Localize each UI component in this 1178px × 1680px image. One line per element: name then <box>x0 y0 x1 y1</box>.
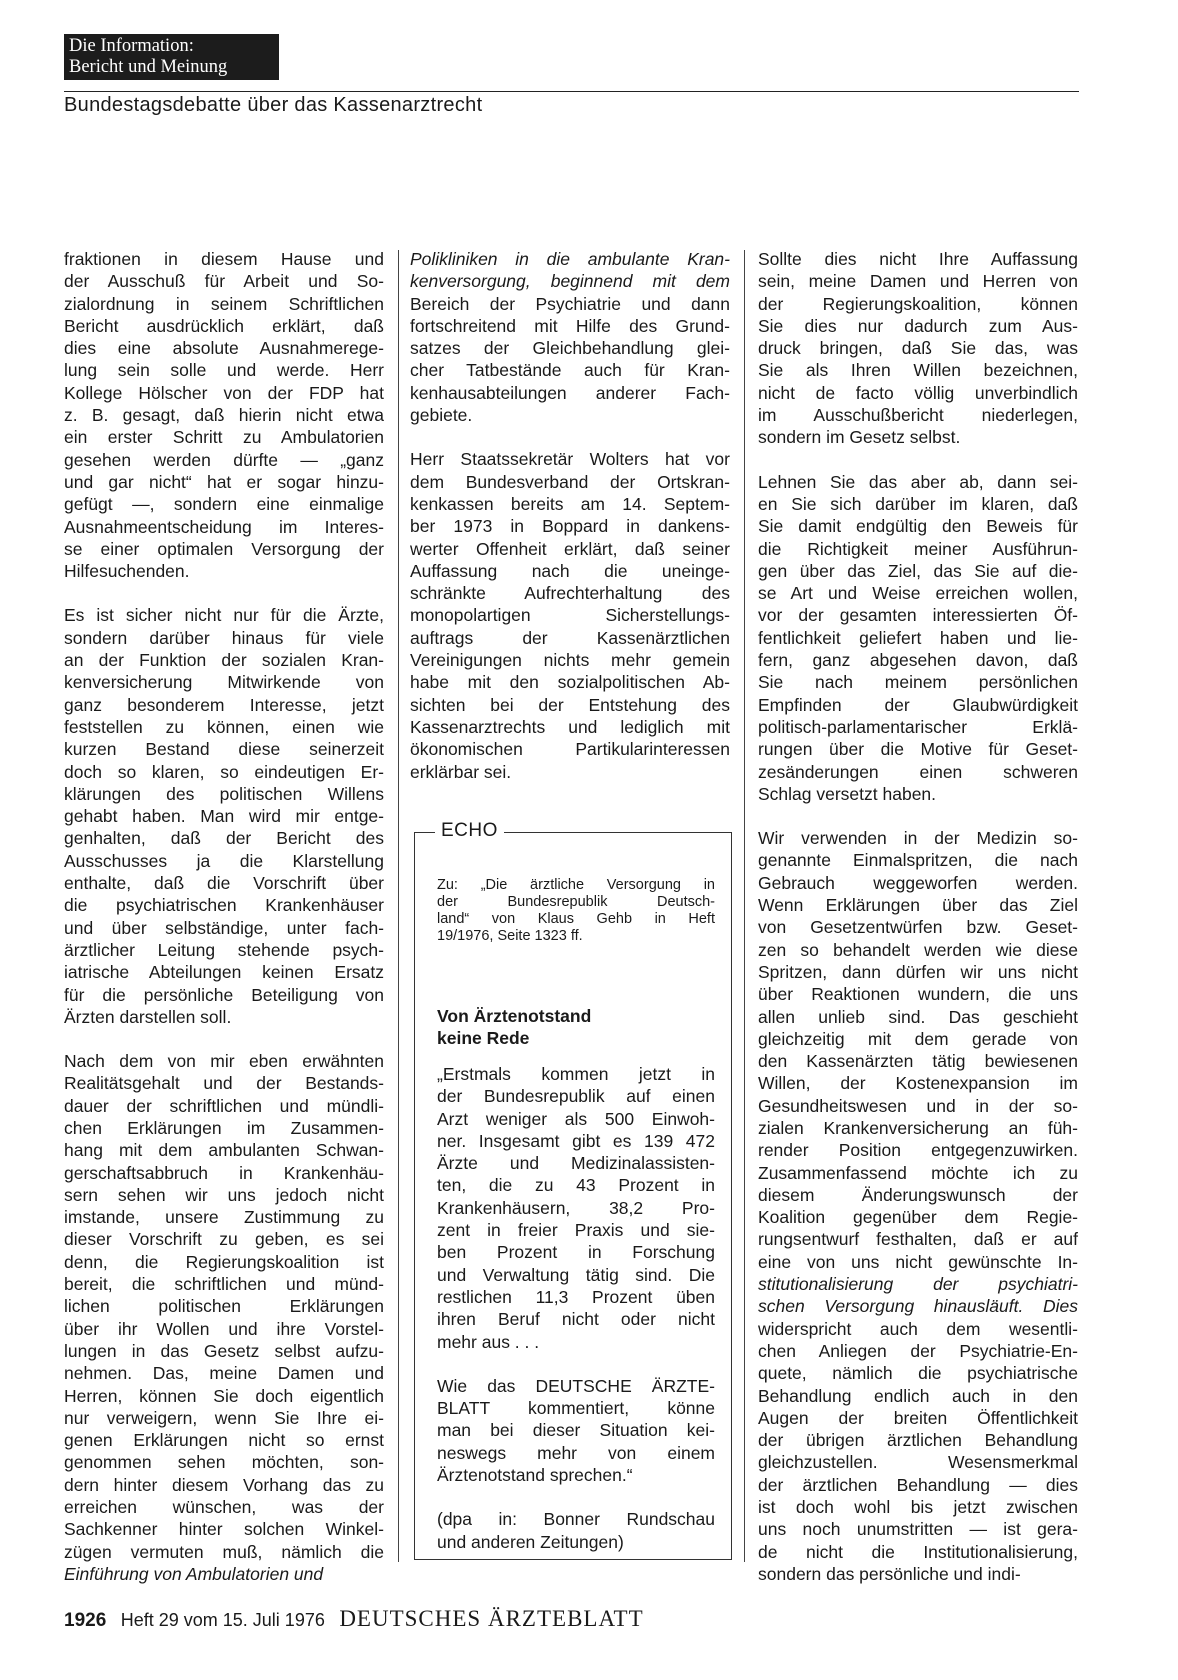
text-line: Sachkenner hinter solchen Winkel- <box>64 1519 384 1540</box>
text-line: 19/1976, Seite 1323 ff. <box>437 928 583 944</box>
text-line: der Bundesrepublik auf einen <box>437 1086 715 1107</box>
text-line: nicht de facto völlig unverbindlich <box>758 382 1078 403</box>
text-line: sondern darüber hinaus für viele <box>64 627 384 648</box>
text-line: zügen vermuten muß, nämlich die <box>64 1541 384 1562</box>
text-line: werter Offenheit erklärt, daß seiner <box>410 538 730 559</box>
text-line: nur verweigern, wenn Sie Ihre ei- <box>64 1407 384 1428</box>
text-line: chen Erklärungen im Zusammen- <box>64 1117 384 1138</box>
text-line: Gesundheitswesen und in der so- <box>758 1095 1078 1116</box>
text-line: se Art und Weise erreichen wollen, <box>758 583 1078 604</box>
text-line: Nach dem von mir eben erwähnten <box>64 1051 384 1072</box>
echo-box <box>414 820 732 1560</box>
text-line: Sie dies nur dadurch zum Aus- <box>758 315 1078 336</box>
text-line: stitutionalisierung der psychiatri- <box>758 1274 1078 1295</box>
text-line: iatrische Abteilungen keinen Ersatz <box>64 962 384 983</box>
text-line: und Verwaltung tätig sind. Die <box>437 1264 715 1285</box>
echo-body <box>437 1063 715 1575</box>
text-line: fraktionen in diesem Hause und <box>64 249 384 269</box>
text-line: ärztlicher Leitung stehende psych- <box>64 939 384 960</box>
text-line: gesehen werden dürfte — „ganz <box>64 449 384 470</box>
page-number: 1926 <box>64 1610 107 1631</box>
text-line: auftrags der Kassenärztlichen <box>410 627 730 648</box>
text-line: widerspricht auch dem wesentli- <box>758 1318 1078 1339</box>
text-line: ber 1973 in Boppard in dankens- <box>410 516 730 537</box>
text-line: den Kassenärzten tätig bewiesenen <box>758 1051 1078 1072</box>
text-line: nehmen. Das, meine Damen und <box>64 1363 384 1384</box>
text-line: lungen in das Gesetz selbst aufzu- <box>64 1340 384 1361</box>
text-line: Realitätsgehalt und der Bestands- <box>64 1073 384 1094</box>
issue-info: Heft 29 vom 15. Juli 1976 <box>120 1610 325 1630</box>
echo-source-note <box>437 877 715 945</box>
text-line: (dpa in: Bonner Rundschau <box>437 1509 715 1530</box>
heading-line: keine Rede <box>437 1028 530 1048</box>
text-line: eine von uns nicht gewünschte In- <box>758 1251 1078 1272</box>
text-line: Spritzen, dann dürfen wir uns nicht <box>758 961 1078 982</box>
text-line: Ärzte und Medizinalassisten- <box>437 1153 715 1174</box>
text-line: gleichzustellen. Wesensmerkmal <box>758 1452 1078 1473</box>
text-line: Krankenhäusern, 38,2 Pro- <box>437 1197 715 1218</box>
text-line: Kollege Hölscher von der FDP hat <box>64 382 384 403</box>
text-line: feststellen zu können, einen wie <box>64 716 384 737</box>
echo-paragraph <box>437 1063 715 1353</box>
text-line: Hilfesuchenden. <box>64 561 190 582</box>
text-line: sichten bei der Entstehung des <box>410 694 730 715</box>
text-line: der ärztlichen Behandlung — dies <box>758 1474 1078 1495</box>
text-line: bereit, die schriftlichen und münd- <box>64 1274 384 1295</box>
text-line: render Position entgegenzuwirken. <box>758 1140 1078 1161</box>
text-line: für die persönliche Beteiligung von <box>64 984 384 1005</box>
text-line: chen Anliegen der Psychiatrie-En- <box>758 1340 1078 1361</box>
text-line: Gebrauch weggeworfen werden. <box>758 872 1078 893</box>
text-line: der Ausschuß für Arbeit und So- <box>64 271 384 292</box>
text-line: Ausnahmeentscheidung im Interes- <box>64 516 384 537</box>
text-line: quete, nämlich die psychiatrische <box>758 1363 1078 1384</box>
text-line: Ärzten darstellen soll. <box>64 1006 232 1027</box>
text-line: z. B. gesagt, daß hierin nicht etwa <box>64 405 384 426</box>
text-line: denn, die Regierungskoalition ist <box>64 1251 384 1272</box>
text-line: Herr Staatssekretär Wolters hat vor <box>410 449 730 470</box>
text-line: Kassenarztrechts und lediglich mit <box>410 716 730 737</box>
text-line: ner. Insgesamt gibt es 139 472 <box>437 1130 715 1151</box>
text-line: zesänderungen einen schweren <box>758 761 1078 782</box>
text-line: fentlichkeit geliefert haben und lie- <box>758 627 1078 648</box>
text-line: gerschaftsabbruch in Krankenhäu- <box>64 1162 384 1183</box>
text-line: ökonomischen Partikularinteressen <box>410 739 730 760</box>
section-badge <box>64 34 279 80</box>
text-line: ist doch wohl bis jetzt zwischen <box>758 1497 1078 1518</box>
text-line: kenkassen bereits am 14. Septem- <box>410 493 730 514</box>
text-line: gebiete. <box>410 405 473 426</box>
text-line: diesem Änderungswunsch der <box>758 1184 1078 1205</box>
text-line: gefügt —, sondern eine einmalige <box>64 494 384 515</box>
text-line: sondern im Gesetz selbst. <box>758 427 961 448</box>
text-line: man bei dieser Situation kei- <box>437 1420 715 1441</box>
text-line: dies eine absolute Ausnahmerege- <box>64 338 384 359</box>
heading-line: Von Ärztenotstand <box>437 1006 592 1026</box>
text-line: vor der gesamten interessierten Öf- <box>758 605 1078 626</box>
text-line: Sie nach meinem persönlichen <box>758 672 1078 693</box>
text-line: schränkte Aufrechterhaltung des <box>410 583 730 604</box>
text-line: ganz besonderem Interesse, jetzt <box>64 694 384 715</box>
text-line: politisch-parlamentarischer Erklä- <box>758 716 1078 737</box>
text-line: sondern das persönliche und indi- <box>758 1563 1021 1584</box>
text-line: Koalition gegenüber dem Regie- <box>758 1207 1078 1228</box>
text-line: genommen sehen möchten, son- <box>64 1452 384 1473</box>
text-line: Augen der breiten Öffentlichkeit <box>758 1407 1078 1428</box>
text-line: druck bringen, daß Sie das, was <box>758 338 1078 359</box>
text-line: Wie das DEUTSCHE ÄRZTE- <box>437 1375 715 1396</box>
text-line: Willen, der Kostenexpansion im <box>758 1073 1078 1094</box>
text-line: zialordnung in seinem Schriftlichen <box>64 293 384 314</box>
text-line: enthalte, daß die Vorschrift über <box>64 873 384 894</box>
text-line: Lehnen Sie das aber ab, dann sei- <box>758 471 1078 492</box>
text-line: von Gesetzentwürfen bzw. Geset- <box>758 917 1078 938</box>
text-line: erreichen wünschen, was der <box>64 1497 384 1518</box>
text-line: über ihr Wollen und ihre Vorstel- <box>64 1318 384 1339</box>
text-line: zen so behandelt werden wie diese <box>758 939 1078 960</box>
text-line: Bericht ausdrücklich erklärt, daß <box>64 315 384 336</box>
text-line: Behandlung endlich auch in den <box>758 1385 1078 1406</box>
paragraph <box>758 827 1078 1585</box>
text-line: Wir verwenden in der Medizin so- <box>758 828 1078 849</box>
paragraph <box>64 604 384 1028</box>
text-line: die Richtigkeit meiner Ausführun- <box>758 538 1078 559</box>
column-divider-2 <box>744 250 745 1562</box>
paragraph <box>410 248 730 426</box>
paragraph <box>758 248 1078 449</box>
section-label-line1: Die Information: <box>69 36 194 56</box>
text-line: im Ausschußbericht niederlegen, <box>758 405 1078 426</box>
text-line: habe mit den sozialpolitischen Ab- <box>410 672 730 693</box>
text-line: Bereich der Psychiatrie und dann <box>410 293 730 314</box>
echo-paragraph <box>437 1375 715 1486</box>
echo-heading <box>437 1005 591 1049</box>
paragraph <box>64 248 384 582</box>
text-line: lichen politischen Erklärungen <box>64 1296 384 1317</box>
text-line: Es ist sicher nicht nur für die Ärzte, <box>64 605 384 626</box>
echo-paragraph <box>437 1508 715 1553</box>
text-line: satzes der Gleichbehandlung glei- <box>410 338 730 359</box>
header-rule <box>64 91 1079 92</box>
text-line: Zusammenfassend möchte ich zu <box>758 1162 1078 1183</box>
text-line: de nicht die Institutionalisierung, <box>758 1541 1078 1562</box>
text-line: Empfinden der Glaubwürdigkeit <box>758 694 1078 715</box>
text-line: erklärbar sei. <box>410 761 512 782</box>
text-line: Wenn Erklärungen über das Ziel <box>758 895 1078 916</box>
column-divider-1 <box>398 250 399 1562</box>
text-line: sein, meine Damen und Herren von <box>758 271 1078 292</box>
text-line: sern sehen wir uns jedoch nicht <box>64 1184 384 1205</box>
text-line: und anderen Zeitungen) <box>437 1531 624 1552</box>
text-line: die psychiatrischen Krankenhäuser <box>64 895 384 916</box>
text-line: uns noch unumstritten — ist gera- <box>758 1519 1078 1540</box>
text-line: Vereinigungen nichts mehr gemein <box>410 650 730 671</box>
text-line: gleichzeitig mit dem gerade von <box>758 1028 1078 1049</box>
text-line: Polikliniken in die ambulante Kran- <box>410 249 730 269</box>
text-line: Ärztenotstand sprechen.“ <box>437 1465 633 1486</box>
text-line: gehabt haben. Man wird mir entge- <box>64 806 384 827</box>
text-line: neswegs mehr von einem <box>437 1442 715 1463</box>
column-left <box>64 248 384 1607</box>
text-line: zent in freier Praxis und sie- <box>437 1220 715 1241</box>
page-footer <box>64 1606 644 1632</box>
text-line: ben Prozent in Forschung <box>437 1242 715 1263</box>
paragraph <box>758 471 1078 805</box>
text-line: monopolartigen Sicherstellungs- <box>410 605 730 626</box>
text-line: restlichen 11,3 Prozent üben <box>437 1286 715 1307</box>
echo-label: ECHO <box>435 820 504 842</box>
text-line: Sie als Ihren Willen bezeichnen, <box>758 360 1078 381</box>
text-line: kenversorgung, beginnend mit dem <box>410 271 730 292</box>
text-line: kenhausabteilungen anderer Fach- <box>410 382 730 403</box>
paragraph <box>410 448 730 782</box>
journal-name: DEUTSCHES ÄRZTEBLATT <box>339 1606 644 1631</box>
text-line: BLATT kommentiert, könne <box>437 1398 715 1419</box>
text-line: se einer optimalen Versorgung der <box>64 538 384 559</box>
text-line: rungen über die Motive für Geset- <box>758 739 1078 760</box>
text-line: land“ von Klaus Gehb in Heft <box>437 911 715 927</box>
text-line: ein erster Schritt zu Ambulatorien <box>64 427 384 448</box>
text-line: Einführung von Ambulatorien und <box>64 1563 324 1584</box>
text-line: Sollte dies nicht Ihre Auffassung <box>758 249 1078 269</box>
text-line: gen über das Ziel, das Sie auf die- <box>758 560 1078 581</box>
text-line: hang mit dem ambulanten Schwan- <box>64 1140 384 1161</box>
text-line: mehr aus . . . <box>437 1331 540 1352</box>
text-line: fern, ganz abgesehen davon, daß <box>758 650 1078 671</box>
text-line: rungsentwurf festhalten, daß er auf <box>758 1229 1078 1250</box>
text-line: an der Funktion der sozialen Kran- <box>64 650 384 671</box>
paragraph <box>64 1050 384 1585</box>
text-line: Sie damit endgültig den Beweis für <box>758 516 1078 537</box>
text-line: und über selbständige, unter fach- <box>64 917 384 938</box>
text-line: cher Tatbestände auch für Kran- <box>410 360 730 381</box>
text-line: dem Bundesverband der Ortskran- <box>410 471 730 492</box>
text-line: doch so klaren, so eindeutigen Er- <box>64 761 384 782</box>
text-line: Schlag versetzt haben. <box>758 783 937 804</box>
text-line: der übrigen ärztlichen Behandlung <box>758 1430 1078 1451</box>
text-line: en Sie sich darüber im klaren, daß <box>758 493 1078 514</box>
text-line: kenversicherung Mitwirkende von <box>64 672 384 693</box>
text-line: ten, die zu 43 Prozent in <box>437 1175 715 1196</box>
text-line: lung sein solle und werde. Herr <box>64 360 384 381</box>
text-line: schen Versorgung hinausläuft. Dies <box>758 1296 1078 1317</box>
text-line: und gar nicht“ hat er sogar hinzu- <box>64 471 384 492</box>
text-line: fortschreitend mit Hilfe des Grund- <box>410 315 730 336</box>
text-line: Ausschusses ja die Klarstellung <box>64 850 384 871</box>
column-middle <box>410 248 730 805</box>
text-line: Herren, können Sie doch eigentlich <box>64 1385 384 1406</box>
text-line: genen Erklärungen nicht so ernst <box>64 1430 384 1451</box>
text-line: kurzen Bestand diese seinerzeit <box>64 739 384 760</box>
text-line: dauer der schriftlichen und mündli- <box>64 1095 384 1116</box>
text-line: genannte Einmalspritzen, die nach <box>758 850 1078 871</box>
text-line: der Bundesrepublik Deutsch- <box>437 894 715 910</box>
text-line: dieser Vorschrift zu geben, es sei <box>64 1229 384 1250</box>
text-line: „Erstmals kommen jetzt in <box>437 1064 715 1084</box>
text-line: über Reaktionen wundern, die uns <box>758 984 1078 1005</box>
text-line: genhalten, daß der Bericht des <box>64 828 384 849</box>
text-line: zialen Krankenversicherung an füh- <box>758 1117 1078 1138</box>
text-line: dern hinter diesem Vorhang das zu <box>64 1474 384 1495</box>
text-line: Zu: „Die ärztliche Versorgung in <box>437 877 715 893</box>
text-line: Auffassung nach die uneinge- <box>410 560 730 581</box>
article-title: Bundestagsdebatte über das Kassenarztrecht <box>64 94 483 116</box>
section-label-line2: Bericht und Meinung <box>69 57 228 77</box>
text-line: ihren Beruf nicht oder nicht <box>437 1309 715 1330</box>
text-line: imstande, unsere Zustimmung zu <box>64 1207 384 1228</box>
text-line: Arzt weniger als 500 Einwoh- <box>437 1108 715 1129</box>
text-line: der Regierungskoalition, können <box>758 293 1078 314</box>
text-line: klärungen des politischen Willens <box>64 783 384 804</box>
text-line: allen unlieb sind. Das geschieht <box>758 1006 1078 1027</box>
column-right <box>758 248 1078 1607</box>
